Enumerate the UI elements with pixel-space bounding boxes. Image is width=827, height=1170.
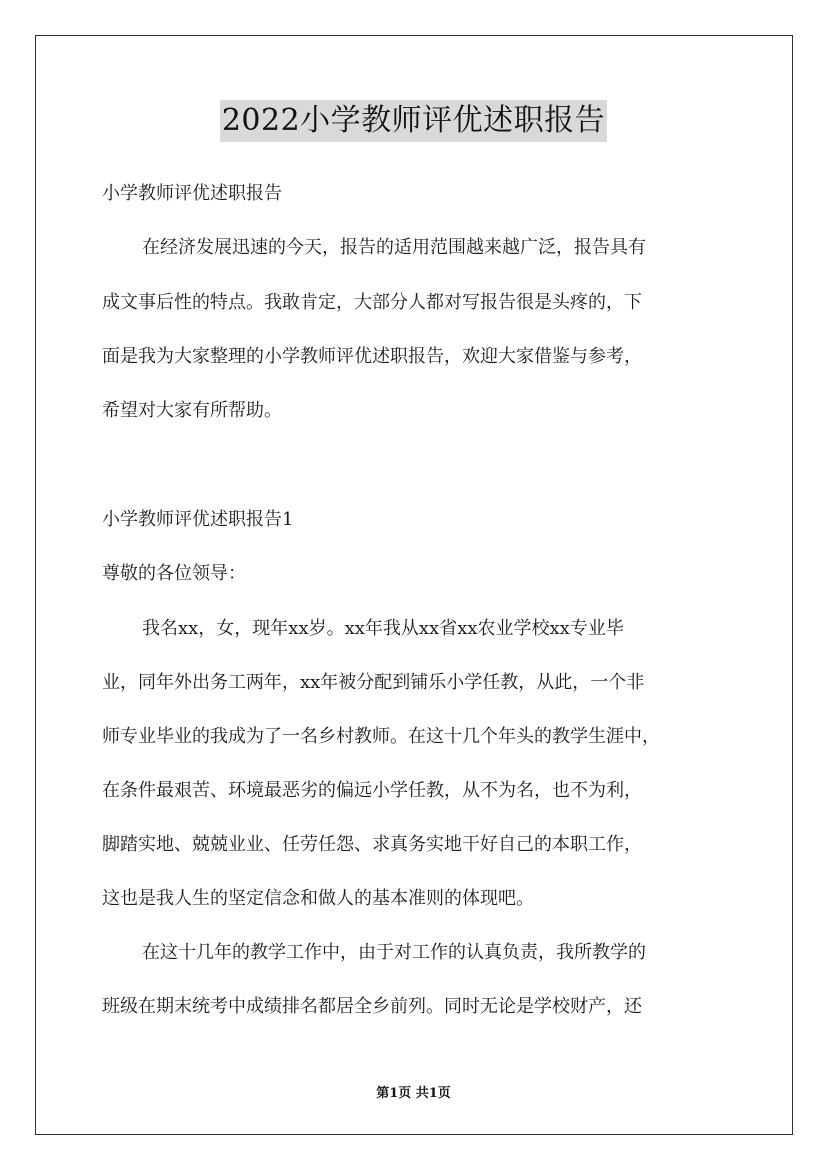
paragraph-line: 脚踏实地、兢兢业业、任劳任怨、求真务实地干好自己的本职工作， (102, 834, 642, 855)
paragraph-line: 这也是我人生的坚定信念和做人的基本准则的体现吧。 (102, 888, 534, 909)
paragraph-line: 师专业毕业的我成为了一名乡村教师。在这十几个年头的教学生涯中， (102, 726, 660, 747)
paragraph-line: 在这十几年的教学工作中，由于对工作的认真负责，我所教学的 (142, 942, 646, 963)
page-footer (0, 1082, 827, 1101)
intro-line: 面是我为大家整理的小学教师评优述职报告，欢迎大家借鉴与参考， (102, 346, 642, 367)
document-title: 2022小学教师评优述职报告 (220, 100, 607, 142)
intro-line: 在经济发展迅速的今天，报告的适用范围越来越广泛，报告具有 (142, 237, 646, 258)
intro-line: 成文事后性的特点。我敢肯定，大部分人都对写报告很是头疼的，下 (102, 292, 642, 313)
title-container (0, 100, 827, 142)
salutation: 尊敬的各位领导： (102, 563, 246, 584)
subtitle: 小学教师评优述职报告 (102, 183, 282, 204)
paragraph-line: 业，同年外出务工两年，xx年被分配到铺乐小学任教，从此，一个非 (102, 672, 645, 693)
paragraph-line: 在条件最艰苦、环境最恶劣的偏远小学任教，从不为名，也不为利， (102, 780, 642, 801)
paragraph-line: 班级在期末统考中成绩排名都居全乡前列。同时无论是学校财产，还 (102, 996, 642, 1017)
section-heading: 小学教师评优述职报告1 (102, 509, 294, 530)
page-number: 第1页 共1页 (376, 1086, 451, 1101)
paragraph-line: 我名xx，女，现年xx岁。xx年我从xx省xx农业学校xx专业毕 (142, 618, 624, 639)
intro-line: 希望对大家有所帮助。 (102, 400, 282, 421)
